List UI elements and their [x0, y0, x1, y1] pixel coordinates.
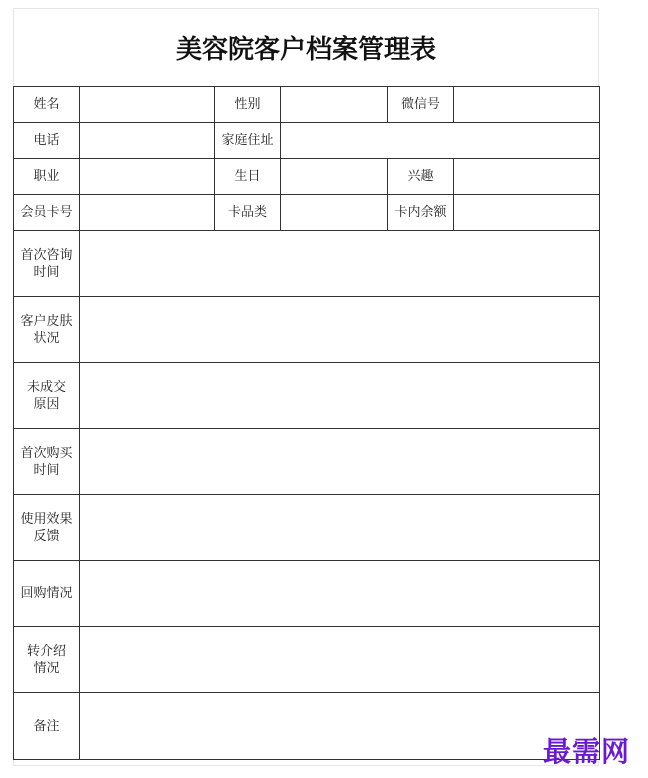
skin-condition-field[interactable] — [80, 297, 600, 363]
form-title: 美容院客户档案管理表 — [175, 34, 436, 65]
address-field[interactable] — [281, 123, 600, 159]
remarks-label: 备注 — [14, 693, 80, 760]
gender-label: 性别 — [215, 87, 281, 123]
table-row — [14, 363, 600, 429]
table-row — [14, 87, 600, 123]
first-purchase-label-line2: 时间 — [33, 462, 60, 478]
customer-record-table — [13, 86, 600, 760]
feedback-field[interactable] — [80, 495, 600, 561]
hobby-field[interactable] — [454, 159, 600, 195]
card-type-label: 卡品类 — [215, 195, 281, 231]
wechat-label: 微信号 — [388, 87, 454, 123]
hobby-label: 兴趣 — [388, 159, 454, 195]
birthday-label: 生日 — [215, 159, 281, 195]
table-row — [14, 495, 600, 561]
referral-label-line1: 转介绍 — [26, 643, 66, 659]
table-row — [14, 195, 600, 231]
first-consult-label — [14, 231, 80, 297]
gender-field[interactable] — [281, 87, 388, 123]
table-row — [14, 429, 600, 495]
remarks-field[interactable] — [80, 693, 600, 760]
repurchase-field[interactable] — [80, 561, 600, 627]
address-label: 家庭住址 — [215, 123, 281, 159]
feedback-label — [14, 495, 80, 561]
no-deal-reason-field[interactable] — [80, 363, 600, 429]
member-card-field[interactable] — [80, 195, 215, 231]
no-deal-reason-label-line1: 未成交 — [26, 379, 66, 395]
first-purchase-label — [14, 429, 80, 495]
table-row — [14, 231, 600, 297]
referral-field[interactable] — [80, 627, 600, 693]
name-field[interactable] — [80, 87, 215, 123]
table-row — [14, 297, 600, 363]
feedback-label-line2: 反馈 — [33, 528, 60, 544]
first-purchase-label-line1: 首次购买 — [20, 445, 73, 461]
name-label: 姓名 — [14, 87, 80, 123]
member-card-label: 会员卡号 — [14, 195, 80, 231]
card-type-field[interactable] — [281, 195, 388, 231]
job-field[interactable] — [80, 159, 215, 195]
no-deal-reason-label — [14, 363, 80, 429]
feedback-label-line1: 使用效果 — [20, 511, 73, 527]
job-label: 职业 — [14, 159, 80, 195]
card-balance-label: 卡内余额 — [388, 195, 454, 231]
phone-label: 电话 — [14, 123, 80, 159]
table-row — [14, 693, 600, 760]
table-row — [14, 159, 600, 195]
referral-label-line2: 情况 — [33, 660, 60, 676]
no-deal-reason-label-line2: 原因 — [33, 396, 60, 412]
card-balance-field[interactable] — [454, 195, 600, 231]
wechat-field[interactable] — [454, 87, 600, 123]
skin-condition-label-line2: 状况 — [33, 330, 60, 346]
first-consult-label-line1: 首次咨询 — [20, 247, 73, 263]
referral-label — [14, 627, 80, 693]
skin-condition-label — [14, 297, 80, 363]
first-consult-label-line2: 时间 — [33, 264, 60, 280]
table-row — [14, 123, 600, 159]
birthday-field[interactable] — [281, 159, 388, 195]
skin-condition-label-line1: 客户皮肤 — [20, 313, 73, 329]
table-row — [14, 627, 600, 693]
phone-field[interactable] — [80, 123, 215, 159]
table-row — [14, 561, 600, 627]
first-consult-field[interactable] — [80, 231, 600, 297]
first-purchase-field[interactable] — [80, 429, 600, 495]
repurchase-label: 回购情况 — [14, 561, 80, 627]
watermark-logo: 最需网 — [542, 735, 630, 768]
